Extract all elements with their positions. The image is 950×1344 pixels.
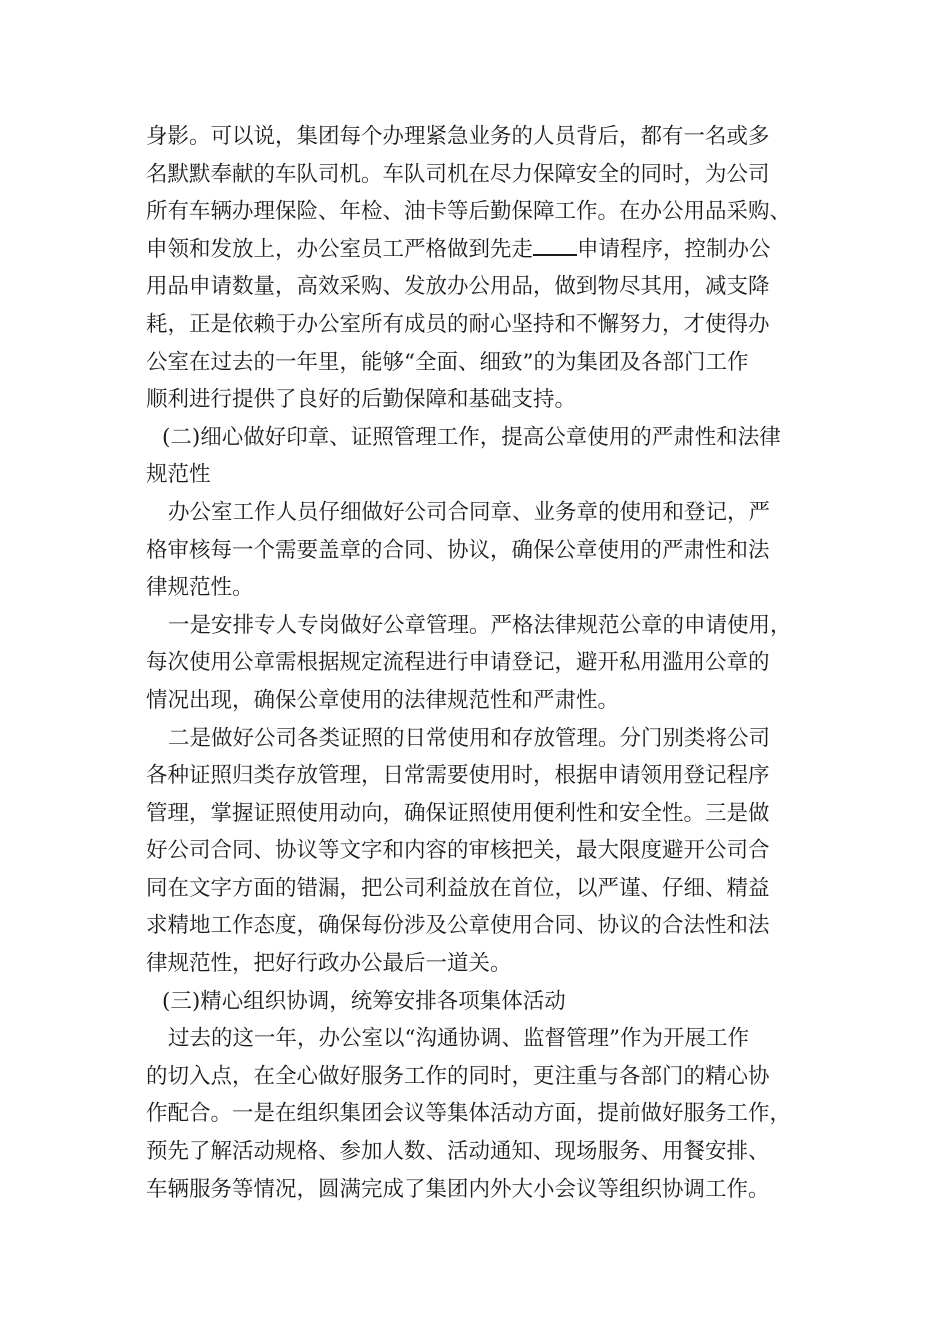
text-line: 车辆服务等情况，圆满完成了集团内外大小会议等组织协调工作。 [146, 1176, 770, 1202]
text-line: 身影。可以说，集团每个办理紧急业务的人员背后，都有一名或多 [146, 124, 770, 149]
text-line: 预先了解活动规格、参加人数、活动通知、现场服务、用餐安排、 [146, 1139, 770, 1165]
text-line: 公室在过去的一年里，能够“全面、细致”的为集团及各部门工作 [146, 349, 749, 375]
text-segment: 申请程序，控制办公 [577, 236, 771, 262]
paragraph-logistics [146, 118, 808, 419]
text-line: 情况出现，确保公章使用的法律规范性和严肃性。 [146, 687, 620, 713]
text-line: 求精地工作态度，确保每份涉及公章使用合同、协议的合法性和法 [146, 913, 770, 939]
text-line: 名默默奉献的车队司机。车队司机在尽力保障安全的同时，为公司 [146, 161, 770, 187]
paragraph-coordination [146, 1020, 808, 1208]
text-line: 每次使用公章需根据规定流程进行申请登记，避开私用滥用公章的 [146, 650, 770, 676]
text-segment: 申领和发放上，办公室员工严格做到先走 [146, 236, 534, 262]
text-line: 格审核每一个需要盖章的合同、协议，确保公章使用的严肃性和法 [146, 537, 770, 563]
paragraph-license-management [146, 720, 808, 983]
text-line: 各种证照归类存放管理，日常需要使用时，根据申请领用登记程序 [146, 763, 770, 789]
document-body [146, 118, 808, 1208]
text-line: 同在文字方面的错漏，把公司利益放在首位，以严谨、仔细、精益 [146, 875, 770, 901]
text-line: 二是做好公司各类证照的日常使用和存放管理。分门别类将公司 [168, 725, 771, 751]
heading-line: (二)细心做好印章、证照管理工作，提高公章使用的严肃性和法律 [162, 424, 781, 450]
heading-line: 规范性 [146, 462, 211, 488]
text-line: 好公司合同、协议等文字和内容的审核把关，最大限度避开公司合 [146, 838, 770, 864]
text-line: 的切入点，在全心做好服务工作的同时，更注重与各部门的精心协 [146, 1063, 770, 1089]
text-line: 顺利进行提供了良好的后勤保障和基础支持。 [146, 387, 577, 413]
paragraph-dedicated-seal-management [146, 607, 808, 720]
text-line: 所有车辆办理保险、年检、油卡等后勤保障工作。在办公用品采购、 [146, 199, 792, 225]
text-line: 作配合。一是在组织集团会议等集体活动方面，提前做好服务工作， [146, 1101, 792, 1127]
text-line: 一是安排专人专岗做好公章管理。严格法律规范公章的申请使用， [168, 612, 792, 638]
fill-in-blank [533, 236, 577, 256]
text-line: 管理，掌握证照使用动向，确保证照使用便利性和安全性。三是做 [146, 800, 770, 826]
text-line-with-blank [146, 231, 808, 269]
text-line: 办公室工作人员仔细做好公司合同章、业务章的使用和登记，严 [168, 499, 771, 525]
text-line: 耗，正是依赖于办公室所有成员的耐心坚持和不懈努力，才使得办 [146, 311, 770, 337]
section-heading-collective-activities [146, 983, 808, 1021]
text-line: 用品申请数量，高效采购、发放办公用品，做到物尽其用，减支降 [146, 274, 770, 300]
text-line: 律规范性。 [146, 575, 254, 601]
paragraph-seal-usage [146, 494, 808, 607]
heading-line: (三)精心组织协调，统筹安排各项集体活动 [162, 988, 566, 1014]
text-line: 律规范性，把好行政办公最后一道关。 [146, 951, 512, 977]
text-line: 过去的这一年，办公室以“沟通协调、监督管理”作为开展工作 [168, 1026, 749, 1052]
section-heading-seal-management [146, 419, 808, 494]
